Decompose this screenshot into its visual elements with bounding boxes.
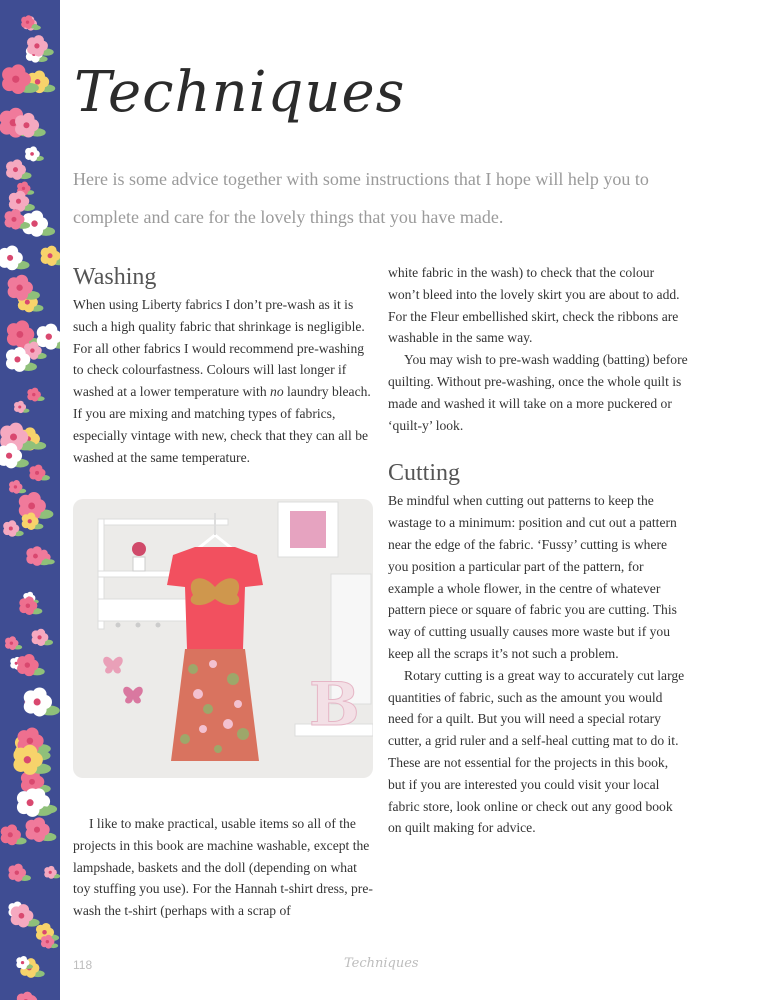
floral-center <box>25 662 30 667</box>
floral-center <box>46 333 52 339</box>
floral-center <box>16 199 21 204</box>
washing-paragraph-3: You may wish to pre-wash wadding (batting) before quilting. Without pre-washing, once the whole quilt is made and washed it will take on a more puckered or ‘quilt-y’ look. <box>388 352 688 433</box>
right-column <box>388 262 688 839</box>
floral-center <box>10 641 13 644</box>
floral-center <box>35 79 41 85</box>
floral-center <box>21 961 24 964</box>
page-number: 118 <box>73 958 93 972</box>
floral-center <box>10 434 17 441</box>
floral-center <box>9 527 13 531</box>
cutting-paragraph-2: Rotary cutting is a great way to accurately cut large quantities of fabric, such as the amount you would need for a quilt. But you will need a special rotary cutter, a grid ruler and a self-heal cutting mat to do it. These are not essential for the projects in this book, but if you are interested you could visit your local fabric store, look online or check out any good book on quilt making for advice. <box>388 667 685 836</box>
floral-center <box>23 122 29 128</box>
floral-center <box>19 913 25 919</box>
floral-center <box>8 832 13 837</box>
washing-section <box>73 262 373 468</box>
floral-center <box>27 738 34 745</box>
floral-center <box>30 348 34 352</box>
floral-center <box>49 871 52 874</box>
floral-pattern <box>0 0 60 1000</box>
floral-center <box>18 405 21 408</box>
floral-center <box>27 799 34 806</box>
footer-section-title: Techniques <box>344 956 419 971</box>
floral-center <box>24 756 31 763</box>
floral-center <box>42 930 47 935</box>
floral-center <box>29 779 35 785</box>
cutting-paragraph-1: Be mindful when cutting out patterns to keep the wastage to a minimum: position and cut out a pattern near the edge of the fabric. ‘Fussy’ cutting is where you position a particular part of the pattern, for example a whole flower, in the centre of whatever pattern piece or square of fabric you are cutting. This way of cutting usually causes more waste but if you keep all the scraps it’s not such a problem. <box>388 493 677 661</box>
floral-center <box>25 300 30 305</box>
floral-center <box>26 20 29 23</box>
svg-text:B: B <box>309 670 360 740</box>
floral-center <box>14 356 20 362</box>
floral-center <box>28 503 35 510</box>
floral-border <box>0 0 60 1000</box>
floral-center <box>30 152 34 156</box>
washing-paragraph-2-continued: white fabric in the wash) to check that the colour won’t bleed into the lovely skirt you are about to add. For the Fleur embellished skirt, check the ribbons are washable in the same way. <box>388 265 680 346</box>
floral-center <box>34 698 41 705</box>
floral-center <box>14 485 17 488</box>
floral-center <box>34 827 40 833</box>
floral-center <box>22 187 25 190</box>
washing-continued <box>73 813 373 922</box>
floral-center <box>28 519 32 523</box>
washing-paragraph-1: When using Liberty fabrics I don’t pre-wash as it is such a high quality fabric that shrinkage is negligible. For all other fabrics I would recommend pre-washing to check colourfastness. Colours will last longer if washed at a lower temperature with no laundry bleach. If you are mixing and matching types of fabrics, especially vintage with new, check that they can all be washed at the same temperature. <box>73 297 371 465</box>
washing-heading: Washing <box>73 264 157 290</box>
page-title: Techniques <box>74 60 406 125</box>
floral-center <box>34 43 39 48</box>
floral-center <box>16 285 22 291</box>
washing-paragraph-2: I like to make practical, usable items so all of the projects in this book are machine washable, except the lampshade, baskets and the doll (depending on what toy stuffing you use). For the Hannah t-shirt dress, pre-wash the t-shirt (perhaps with a scrap of <box>73 816 373 919</box>
floral-center <box>37 635 41 639</box>
floral-center <box>6 453 12 459</box>
floral-center <box>48 253 53 258</box>
floral-center <box>7 255 13 261</box>
dress-photo <box>73 499 373 778</box>
cutting-heading: Cutting <box>388 460 461 487</box>
intro-text: Here is some advice together with some instructions that I hope will help you to complete and care for the lovely things that you have made. <box>73 169 649 227</box>
floral-center <box>33 554 38 559</box>
floral-center <box>26 603 31 608</box>
floral-center <box>13 167 18 172</box>
floral-center <box>46 940 49 943</box>
floral-center <box>31 220 37 226</box>
floral-center <box>16 331 23 338</box>
floral-center <box>12 76 19 83</box>
floral-center <box>35 471 39 475</box>
floral-center <box>11 217 16 222</box>
floral-center <box>15 870 19 874</box>
floral-center <box>32 393 35 396</box>
